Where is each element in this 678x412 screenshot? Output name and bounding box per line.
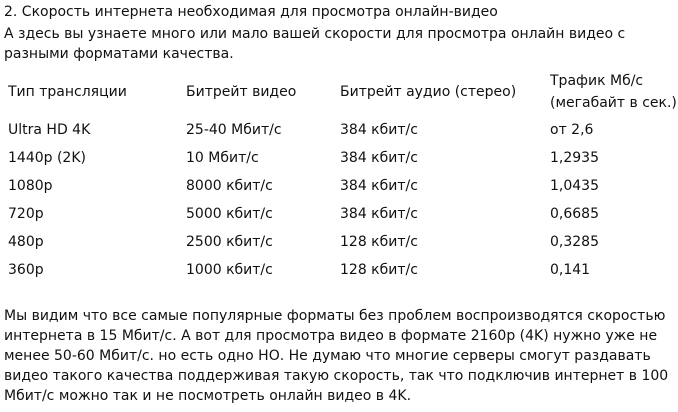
cell-traffic: 0,6685 <box>550 206 599 222</box>
table-row <box>0 256 678 284</box>
cell-stream-type: 480p <box>8 234 44 250</box>
cell-audio-bitrate: 384 кбит/с <box>340 178 418 194</box>
cell-stream-type: 720p <box>8 206 44 222</box>
cell-video-bitrate: 25-40 Мбит/с <box>186 122 282 138</box>
intro-paragraph: А здесь вы узнаете много или мало вашей скорости для просмотра онлайн видео с разными форматами качества. <box>4 26 626 62</box>
bitrate-table <box>0 68 678 284</box>
cell-video-bitrate: 8000 кбит/с <box>186 178 273 194</box>
table-row <box>0 172 678 200</box>
cell-stream-type: Ultra HD 4K <box>8 122 91 138</box>
header-audio-bitrate: Битрейт аудио (стерео) <box>340 84 517 100</box>
cell-stream-type: 1440p (2K) <box>8 150 86 166</box>
table-row <box>0 116 678 144</box>
table-row <box>0 144 678 172</box>
conclusion-paragraph: Мы видим что все самые популярные форматы без проблем воспроизводятся скоростью интернета в 15 Мбит/с. А вот для просмотра видео в формате 2160p (4K) нужно уже не менее 50-60 Мбит/с. но есть одно НО. Не думаю что многие серверы смогут раздавать видео такого качества поддерживая такую скорость, так что подключив интернет в 100 Мбит/с можно так и не посмотреть онлайн видео в 4K. <box>4 308 669 404</box>
header-video-bitrate: Битрейт видео <box>186 84 297 100</box>
cell-audio-bitrate: 384 кбит/с <box>340 150 418 166</box>
cell-traffic: от 2,6 <box>550 122 594 138</box>
table-row <box>0 200 678 228</box>
cell-audio-bitrate: 128 кбит/с <box>340 234 418 250</box>
cell-video-bitrate: 10 Мбит/с <box>186 150 259 166</box>
section-heading: 2. Скорость интернета необходимая для просмотра онлайн-видео <box>4 4 498 20</box>
cell-video-bitrate: 2500 кбит/с <box>186 234 273 250</box>
cell-video-bitrate: 5000 кбит/с <box>186 206 273 222</box>
cell-traffic: 0,3285 <box>550 234 599 250</box>
cell-stream-type: 360p <box>8 262 44 278</box>
header-stream-type: Тип трансляции <box>8 84 127 100</box>
cell-traffic: 1,2935 <box>550 150 599 166</box>
cell-traffic: 1,0435 <box>550 178 599 194</box>
header-traffic-line1: Трафик Мб/с <box>550 73 644 89</box>
cell-traffic: 0,141 <box>550 262 591 278</box>
cell-audio-bitrate: 128 кбит/с <box>340 262 418 278</box>
cell-audio-bitrate: 384 кбит/с <box>340 206 418 222</box>
cell-stream-type: 1080p <box>8 178 53 194</box>
table-row <box>0 228 678 256</box>
cell-audio-bitrate: 384 кбит/с <box>340 122 418 138</box>
cell-video-bitrate: 1000 кбит/с <box>186 262 273 278</box>
header-traffic <box>550 68 678 116</box>
header-traffic-line2: (мегабайт в сек.) <box>550 95 677 111</box>
table-header-row <box>0 68 678 116</box>
